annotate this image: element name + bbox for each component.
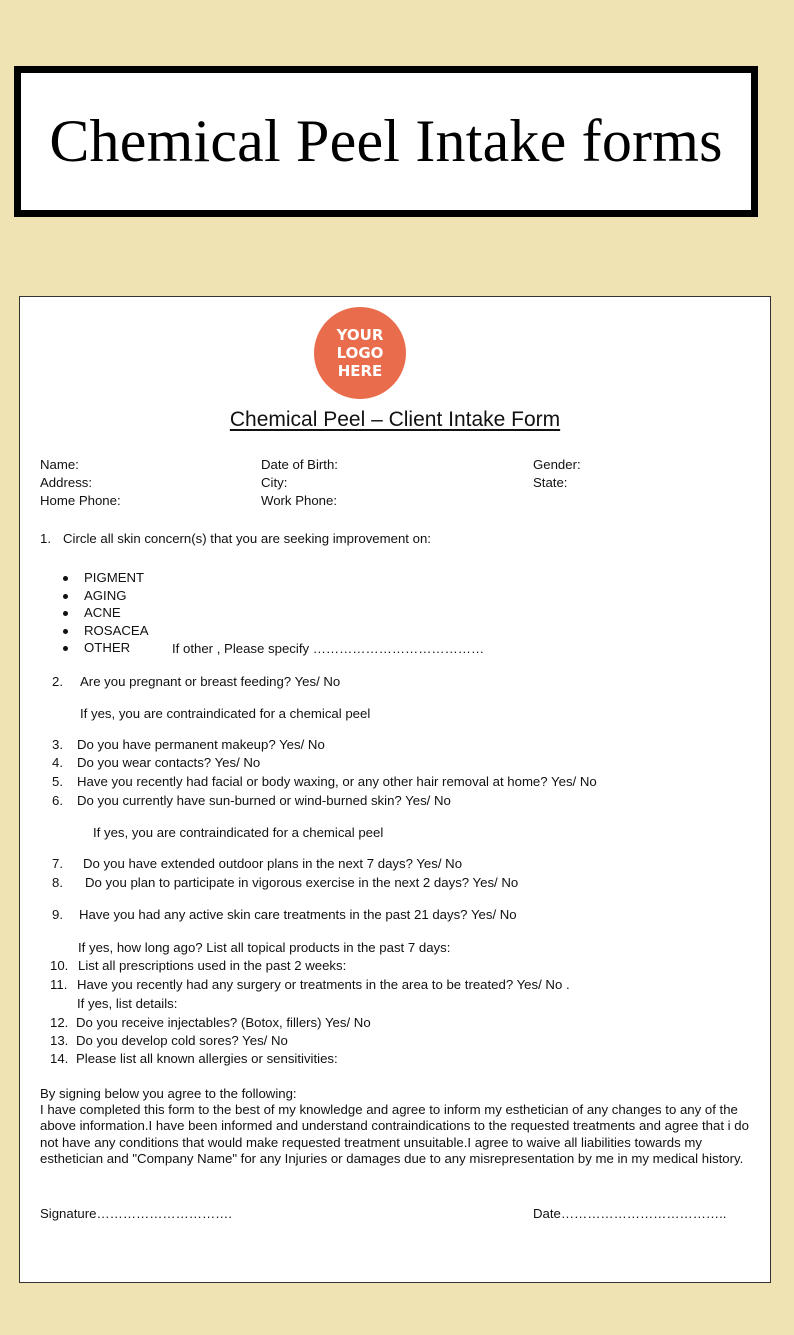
concern-item: AGING bbox=[60, 587, 149, 605]
question-text: Circle all skin concern(s) that you are seeking improvement on: bbox=[63, 531, 431, 546]
question-number: 6. bbox=[52, 793, 63, 808]
contraindication-note: If yes, you are contraindicated for a chemical peel bbox=[80, 706, 371, 721]
signature-line[interactable]: Signature…………………………. bbox=[40, 1206, 232, 1221]
skin-concerns-list bbox=[60, 569, 149, 657]
question-text: Do you plan to participate in vigorous exercise in the next 2 days? Yes/ No bbox=[85, 875, 519, 890]
question-text: Are you pregnant or breast feeding? Yes/ No bbox=[80, 674, 341, 689]
question-text: Do you receive injectables? (Botox, fillers) Yes/ No bbox=[76, 1015, 371, 1030]
question-number: 9. bbox=[52, 907, 63, 922]
follow-up-note: If yes, how long ago? List all topical products in the past 7 days: bbox=[78, 940, 451, 955]
question-number: 1. bbox=[40, 531, 51, 546]
gender-label: Gender: bbox=[533, 457, 581, 472]
consent-intro: By signing below you agree to the following: bbox=[40, 1086, 297, 1101]
form-title: Chemical Peel – Client Intake Form bbox=[229, 408, 561, 431]
question-text: Do you wear contacts? Yes/ No bbox=[77, 755, 261, 770]
question-text: Do you develop cold sores? Yes/ No bbox=[76, 1033, 288, 1048]
home-phone-label: Home Phone: bbox=[40, 493, 121, 508]
question-text: Do you have extended outdoor plans in the next 7 days? Yes/ No bbox=[83, 856, 463, 871]
question-text: Do you currently have sun-burned or wind-burned skin? Yes/ No bbox=[77, 793, 451, 808]
question-number: 11. bbox=[50, 977, 68, 992]
intake-form-sheet bbox=[19, 296, 771, 1283]
state-label: State: bbox=[533, 475, 568, 490]
consent-body: I have completed this form to the best of my knowledge and agree to inform my esthetician of any changes to any of the above information.I have been informed and understand contraindications to the requested treatments and agree that i do not have any conditions that would make requested treatment unsuitable.I agree to waive all liabilities towards my esthetician and "Company Name" for any Injuries or damages due to any misrepresentation by me in my medical history. bbox=[40, 1102, 749, 1166]
question-text: Please list all known allergies or sensitivities: bbox=[76, 1051, 338, 1066]
follow-up-note: If yes, list details: bbox=[77, 996, 178, 1011]
city-label: City: bbox=[261, 475, 288, 490]
logo-line: HERE bbox=[337, 362, 383, 380]
question-number: 14. bbox=[50, 1051, 69, 1066]
concern-item: PIGMENT bbox=[60, 569, 149, 587]
question-number: 12. bbox=[50, 1015, 69, 1030]
logo-line: LOGO bbox=[336, 344, 384, 362]
banner-title: Chemical Peel Intake forms bbox=[49, 108, 723, 174]
concern-item: OTHER bbox=[60, 639, 149, 657]
question-text: Have you recently had any surgery or treatments in the area to be treated? Yes/ No . bbox=[77, 977, 570, 992]
concern-item: ROSACEA bbox=[60, 622, 149, 640]
question-number: 5. bbox=[52, 774, 63, 789]
question-text: Have you recently had facial or body waxing, or any other hair removal at home? Yes/ No bbox=[77, 774, 597, 789]
concern-item: ACNE bbox=[60, 604, 149, 622]
contraindication-note: If yes, you are contraindicated for a chemical peel bbox=[93, 825, 384, 840]
logo-line: YOUR bbox=[336, 326, 384, 344]
work-phone-label: Work Phone: bbox=[261, 493, 337, 508]
question-number: 8. bbox=[52, 875, 63, 890]
question-number: 10. bbox=[50, 958, 69, 973]
question-text: List all prescriptions used in the past 2 weeks: bbox=[78, 958, 347, 973]
logo-placeholder bbox=[314, 307, 406, 399]
title-banner bbox=[14, 66, 758, 217]
question-number: 7. bbox=[52, 856, 63, 871]
question-text: Have you had any active skin care treatments in the past 21 days? Yes/ No bbox=[79, 907, 517, 922]
question-number: 4. bbox=[52, 755, 63, 770]
consent-section bbox=[40, 1086, 752, 1167]
other-specify: If other , Please specify ………………………………… bbox=[172, 641, 485, 656]
date-line[interactable]: Date……………………………….. bbox=[533, 1206, 727, 1221]
question-number: 13. bbox=[50, 1033, 69, 1048]
question-number: 3. bbox=[52, 737, 63, 752]
dob-label: Date of Birth: bbox=[261, 457, 338, 472]
question-number: 2. bbox=[52, 674, 63, 689]
question-text: Do you have permanent makeup? Yes/ No bbox=[77, 737, 325, 752]
address-label: Address: bbox=[40, 475, 93, 490]
name-label: Name: bbox=[40, 457, 79, 472]
